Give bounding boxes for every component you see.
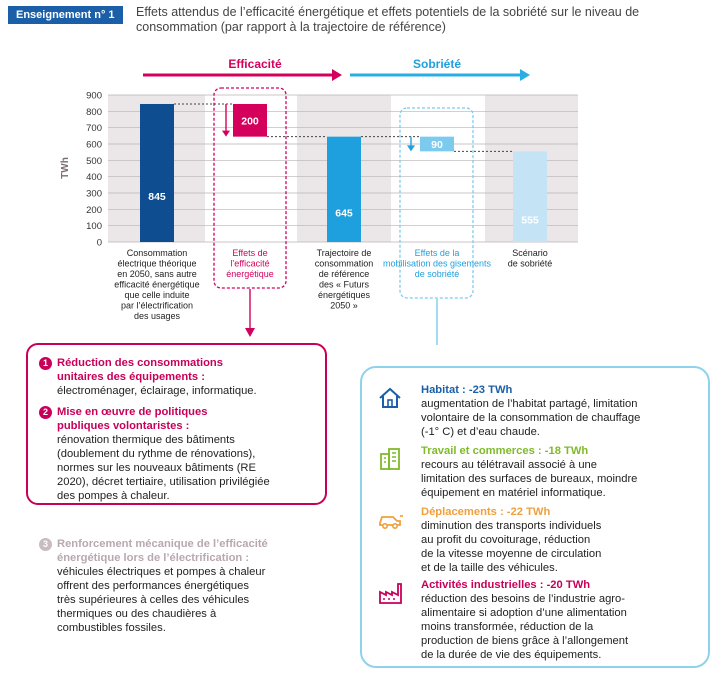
y-tick-label: 800 xyxy=(86,106,102,118)
item-text: thermiques ou des chaudières à xyxy=(57,608,217,620)
category-label: de sobriété xyxy=(414,269,460,279)
y-tick-label: 400 xyxy=(86,172,102,184)
bar-value-label: 555 xyxy=(521,214,539,227)
category-label: que celle induite xyxy=(124,290,190,300)
efficacite-item-1 xyxy=(42,356,257,398)
item-text: réduction des besoins de l’industrie agro- xyxy=(421,593,625,605)
item-text: recours au télétravail associé à une xyxy=(421,459,597,471)
y-axis-label: TWh xyxy=(60,157,71,179)
y-tick-label: 100 xyxy=(86,221,102,233)
decrease-arrow-head xyxy=(222,131,230,137)
item-title: unitaires des équipements : xyxy=(57,371,205,383)
y-tick-label: 300 xyxy=(86,188,102,200)
chart-title: Effets attendus de l’efficacité énergétique et effets potentiels de la sobriété sur le niveau de consommation (par rapport à la trajectoire de référence) xyxy=(136,5,640,34)
y-tick-label: 0 xyxy=(96,237,102,249)
item-title: Travail et commerces : -18 TWh xyxy=(421,445,589,457)
bar-value-label: 200 xyxy=(241,115,259,128)
category-label: Scénario xyxy=(512,248,548,258)
item-number-badge: 3 xyxy=(39,538,52,551)
item-text: augmentation de l’habitat partagé, limitation xyxy=(421,398,638,410)
item-text: au profit du covoiturage, réduction xyxy=(421,534,591,546)
item-title: Déplacements : -22 TWh xyxy=(421,506,551,518)
y-tick-label: 700 xyxy=(86,123,102,135)
office-building-icon xyxy=(377,446,403,472)
phase-label-efficacite: Efficacité xyxy=(228,57,282,71)
y-tick-label: 900 xyxy=(86,90,102,102)
category-label: l’efficacité xyxy=(230,258,270,269)
category-label: électrique théorique xyxy=(117,258,197,269)
item-title: publiques volontaristes : xyxy=(57,420,190,432)
efficacite-item-2 xyxy=(42,405,270,503)
item-text: de la durée de vie des équipements. xyxy=(421,649,602,661)
category-label: de référence xyxy=(318,269,370,279)
item-text: et de la taille des véhicules. xyxy=(421,562,558,574)
category-label: en 2050, sans autre xyxy=(117,269,197,279)
sobriete-item-4 xyxy=(421,578,628,662)
mecanique-item xyxy=(42,537,268,635)
item-text: (-1° C) et d’eau chaude. xyxy=(421,426,540,438)
item-text: véhicules électriques et pompes à chaleur xyxy=(57,566,266,578)
category-label: consommation xyxy=(314,258,374,269)
y-tick-label: 500 xyxy=(86,155,102,167)
phase-label-sobriete: Sobriété xyxy=(412,57,462,71)
item-text: combustibles fossiles. xyxy=(57,622,166,634)
category-label: des « Futurs xyxy=(318,279,370,290)
efficacite-arrow-head xyxy=(332,69,342,81)
item-title: énergétique lors de l’électrification : xyxy=(57,552,250,564)
item-text: production de biens grâce à l’allongement xyxy=(421,635,629,647)
item-title: Habitat : -23 TWh xyxy=(421,384,513,396)
category-label: énergétiques xyxy=(317,290,371,300)
efficacite-pointer-head xyxy=(245,328,255,337)
category-label: des usages xyxy=(133,311,181,321)
category-label: Consommation xyxy=(126,248,188,258)
item-text: (doublement du rythme de rénovations), xyxy=(57,448,256,460)
item-text: des pompes à chaleur. xyxy=(57,490,170,502)
item-text: volontaire de la consommation de chauffage xyxy=(421,412,641,424)
house-icon xyxy=(377,385,403,411)
item-text: alimentaire si adoption d’une alimentation xyxy=(421,607,627,619)
item-text: très supérieures à celles des véhicules xyxy=(57,594,250,606)
category-label: par l’électrification xyxy=(120,300,194,311)
bar-1 xyxy=(140,104,174,242)
item-text: de la vitesse moyenne de circulation xyxy=(421,548,602,560)
decrease-arrow-head xyxy=(407,145,415,151)
item-text: diminution des transports individuels xyxy=(421,520,602,532)
item-title: Activités industrielles : -20 TWh xyxy=(421,579,591,591)
item-text: rénovation thermique des bâtiments xyxy=(57,434,235,446)
item-text: normes sur les nouveaux bâtiments (RE xyxy=(57,462,256,474)
item-text: limitation des surfaces de bureaux, moindre xyxy=(421,473,638,485)
car-icon xyxy=(377,507,403,533)
item-text: 2020), décret tertiaire, utilisation privilégiée xyxy=(57,476,270,488)
bar-value-label: 645 xyxy=(335,207,353,220)
sobriete-item-2 xyxy=(421,444,637,500)
factory-icon xyxy=(377,580,403,606)
sobriete-arrow-head xyxy=(520,69,530,81)
item-title: Renforcement mécanique de l’efficacité xyxy=(57,538,268,550)
sobriete-item-3 xyxy=(421,505,601,575)
item-title: Réduction des consommations xyxy=(57,357,223,369)
bar-value-label: 845 xyxy=(148,190,166,203)
lesson-tag: Enseignement n° 1 xyxy=(8,6,123,24)
category-label: de sobriété xyxy=(507,258,553,269)
category-label: Effets de xyxy=(232,248,268,258)
category-label: énergétique xyxy=(226,269,274,279)
category-label: Effets de la xyxy=(414,248,460,258)
bar-3 xyxy=(327,137,361,242)
item-number-badge: 2 xyxy=(39,406,52,419)
category-label: efficacité énergétique xyxy=(114,279,200,290)
bar-value-label: 90 xyxy=(431,139,443,151)
category-label: 2050 » xyxy=(330,300,358,311)
sobriete-item-1 xyxy=(421,383,640,439)
item-title: Mise en œuvre de politiques xyxy=(57,406,208,418)
y-tick-label: 600 xyxy=(86,139,102,151)
item-text: moins transformée, réduction de la xyxy=(421,621,594,633)
category-label: Trajectoire de xyxy=(316,248,372,258)
item-number-badge: 1 xyxy=(39,357,52,370)
category-label: mobilisation des gisements xyxy=(382,258,492,269)
bar-5 xyxy=(513,151,547,242)
y-tick-label: 200 xyxy=(86,204,102,216)
item-text: offrent des performances énergétiques xyxy=(57,580,249,592)
item-text: électroménager, éclairage, informatique. xyxy=(57,385,257,397)
item-text: équipement en matériel informatique. xyxy=(421,487,606,499)
